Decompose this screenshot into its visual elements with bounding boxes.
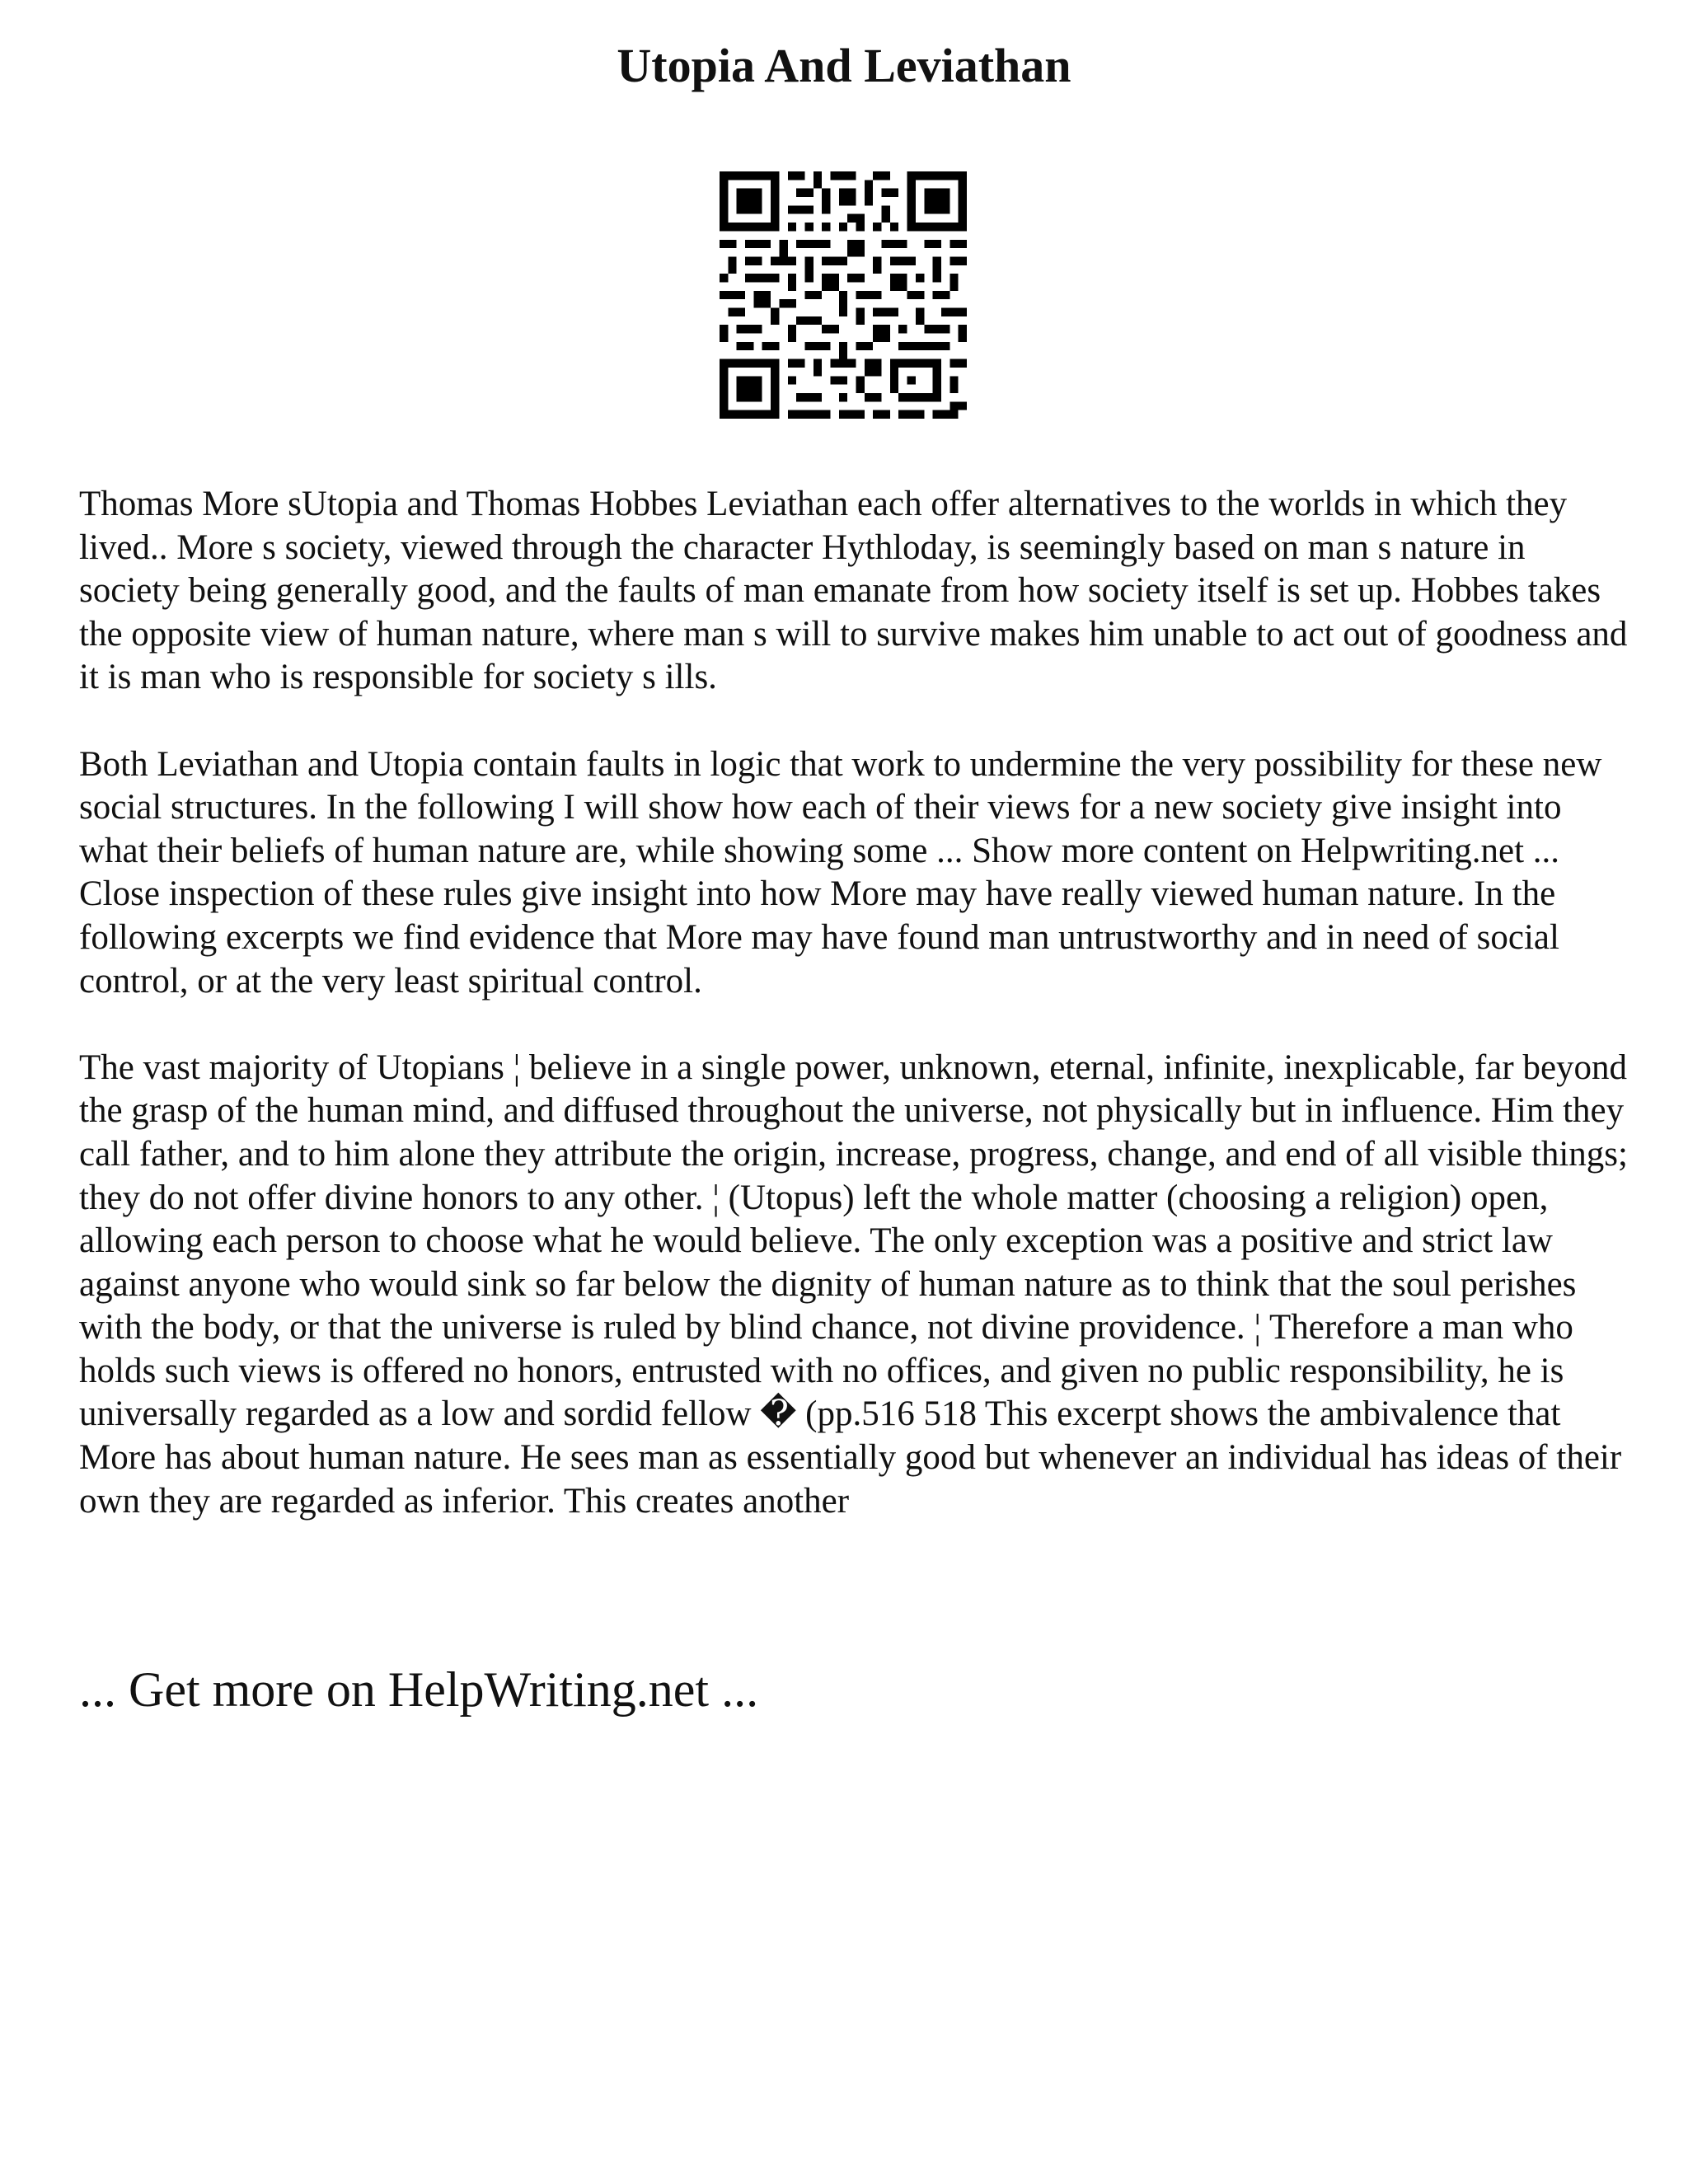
- paragraph-excerpt: The vast majority of Utopians ¦ believe in a single power, unknown, eternal, infinite, inexplicable, far beyond the grasp of the human mind, and diffused throughout the universe, not physically but in influence. Him they call father, and to him alone they attribute the origin, increase, progress, change, and end of all visible things; they do not offer divine honors to any other. ¦ (Utopus) left the whole matter (choosing a religion) open, allowing each person to choose what he would believe. The only exception was a positive and strict law against anyone who would sink so far below the dignity of human nature as to think that the soul perishes with the body, or that the universe is ruled by blind chance, not divine providence. ¦ Therefore a man who holds such views is offered no honors, entrusted with no offices, and given no public responsibility, he is universally regarded as a low and sordid fellow � (pp.516 518 This excerpt shows the ambivalence that More has about human nature. He sees man as essentially good but whenever an individual has ideas of their own they are regarded as inferior. This creates another: [79, 1047, 1628, 1521]
- paragraph-thesis: Both Leviathan and Utopia contain faults in logic that work to undermine the very possibility for these new social structures. In the following I will show how each of their views for a new society give insight into what their beliefs of human nature are, while showing some ... Show more content on Helpwriting.net ...: [79, 744, 1602, 870]
- paragraph-intro: Thomas More sUtopia and Thomas Hobbes Leviathan each offer alternatives to the worlds in which they lived.. More s society, viewed through the character Hythloday, is seemingly based on man s nature in society being generally good, and the faults of man emanate from how society itself is set up. Hobbes takes the opposite view of human nature, where man s will to survive makes him unable to act out of goodness and it is man who is responsible for society s ills.: [79, 485, 1628, 697]
- get-more-link[interactable]: ... Get more on HelpWriting.net ...: [79, 1662, 759, 1717]
- document-title: Utopia And Leviathan: [617, 39, 1071, 92]
- qr-code-icon[interactable]: [720, 171, 967, 419]
- paragraph-inspection: Close inspection of these rules give insight into how More may have really viewed human nature. In the following excerpts we find evidence that More may have found man untrustworthy and in need of social control, or at the very least spiritual control.: [79, 874, 1559, 1001]
- document-body: [79, 483, 1629, 1523]
